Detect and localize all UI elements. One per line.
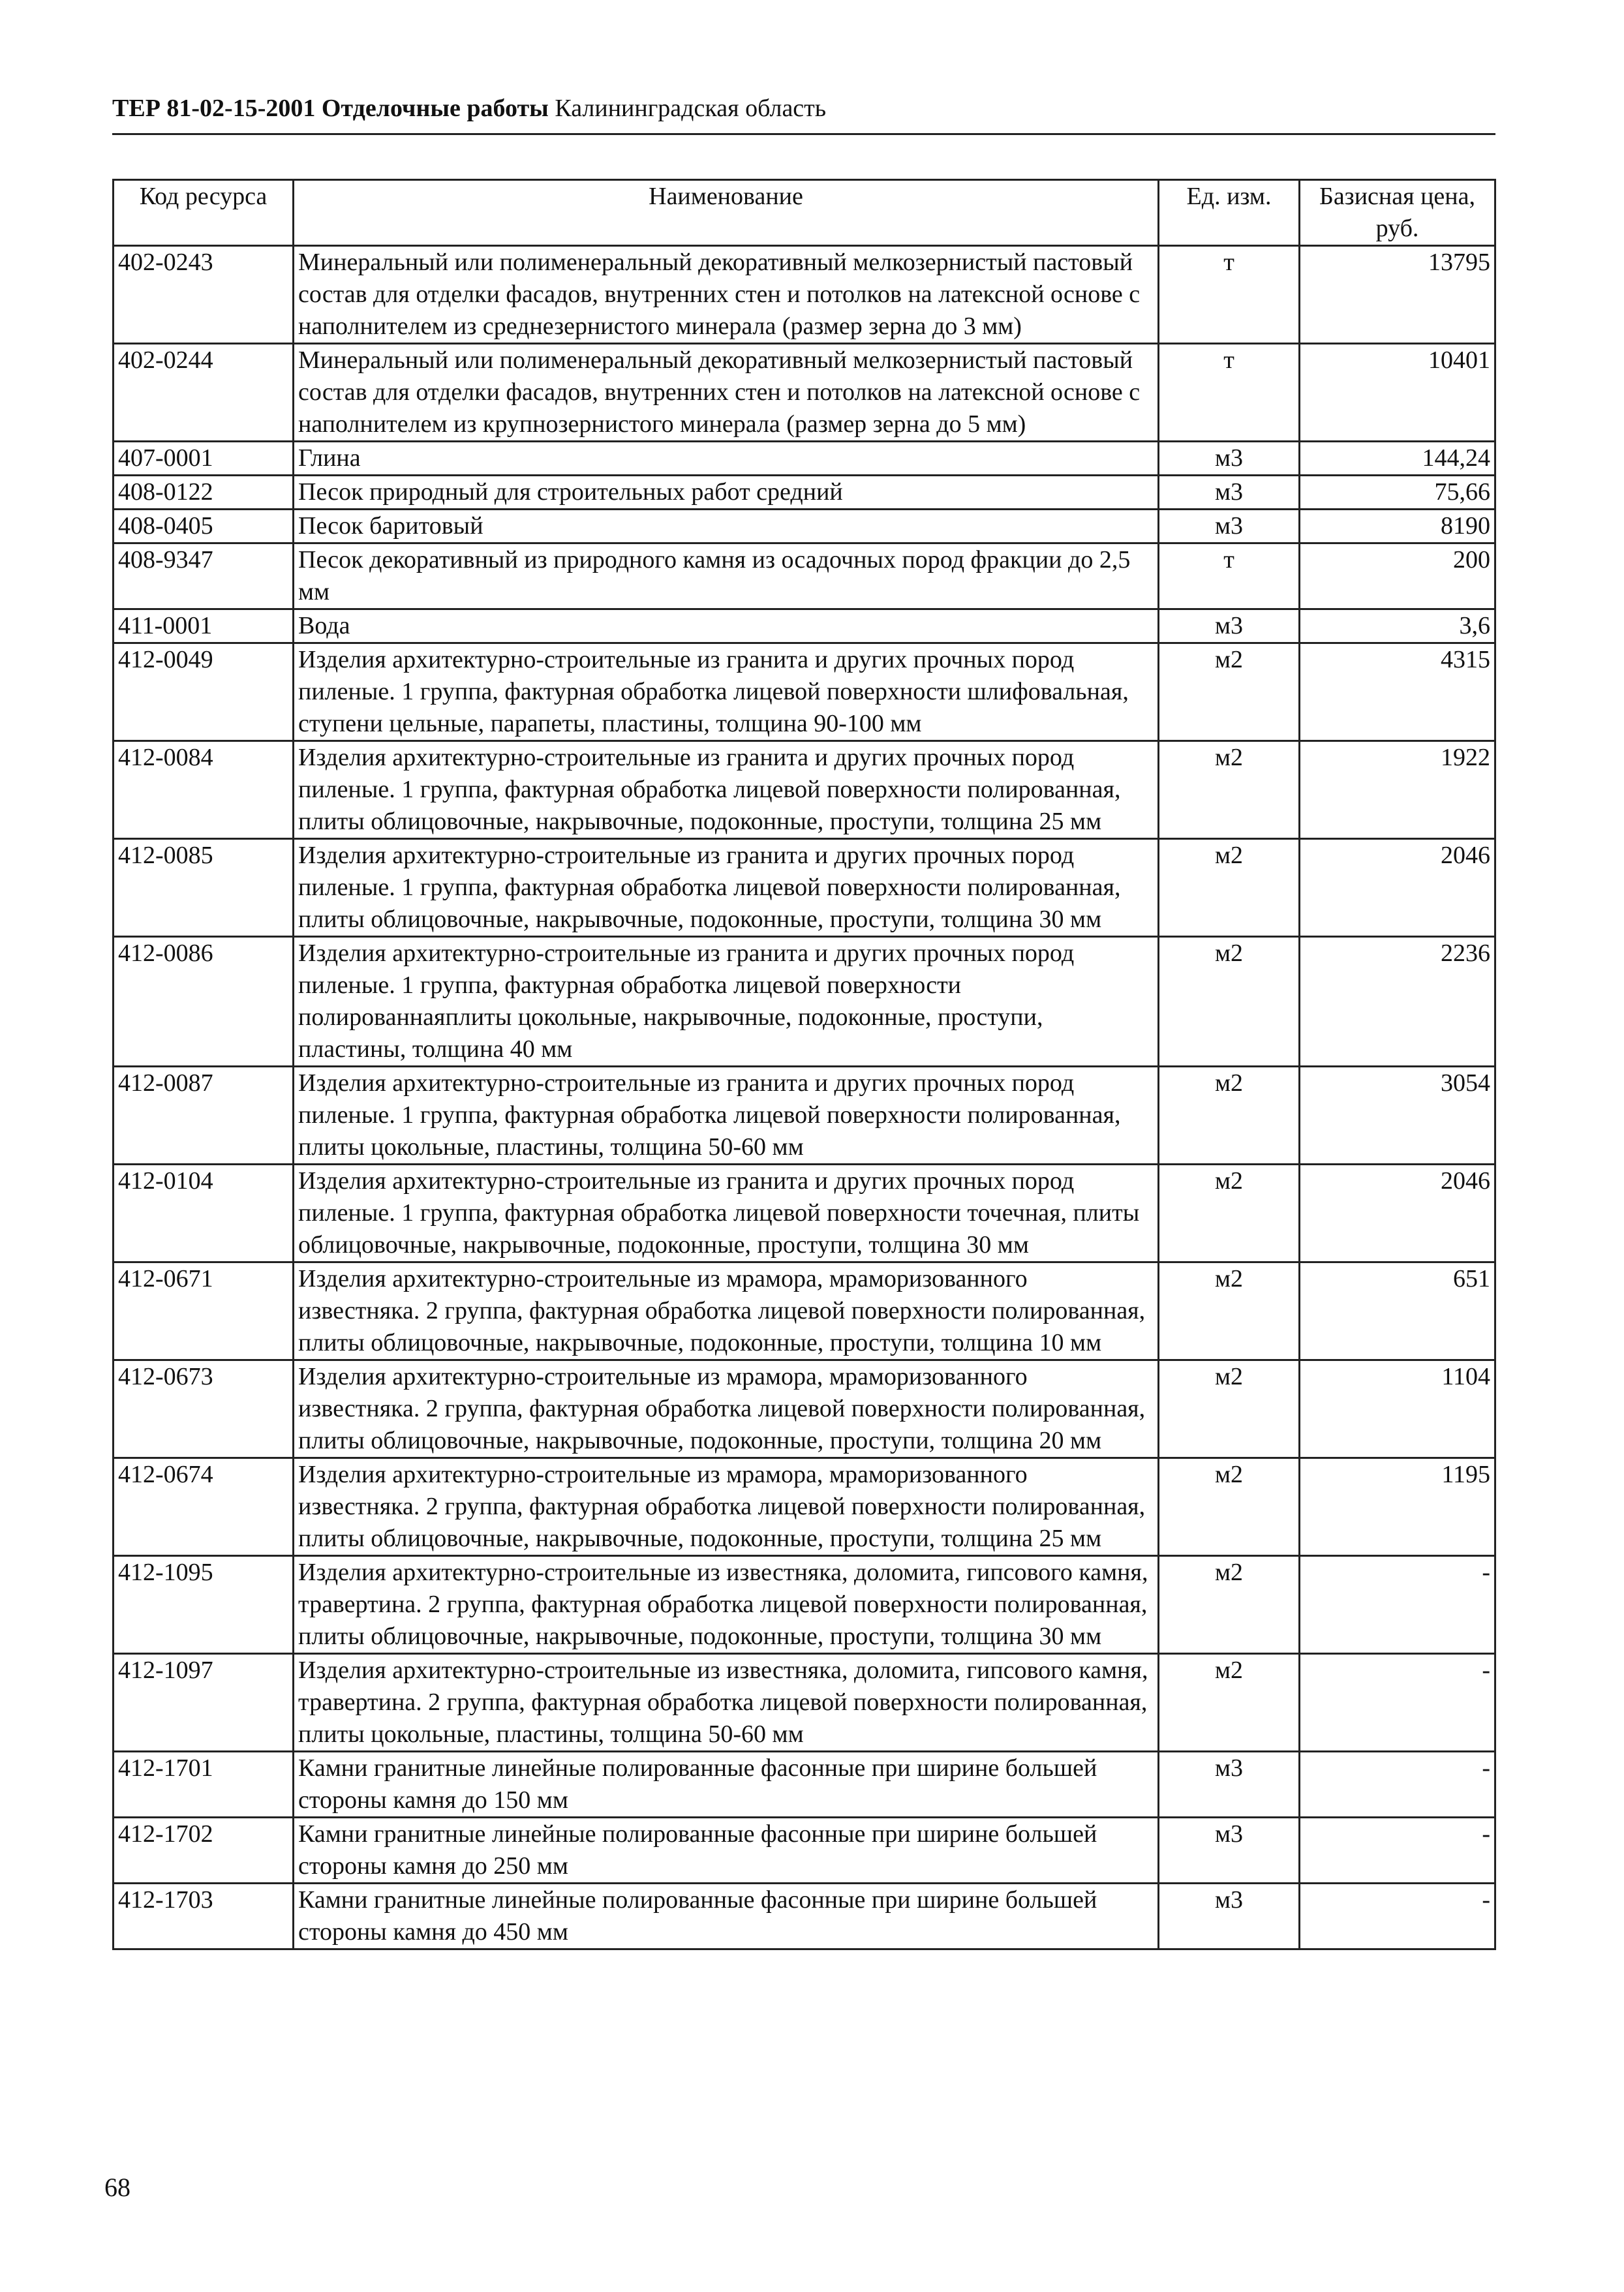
table-row <box>114 476 1495 510</box>
table-row <box>114 246 1495 344</box>
cell-price: 8190 <box>1300 510 1495 543</box>
cell-code: 412-0084 <box>114 741 294 839</box>
column-header-unit: Ед. изм. <box>1159 180 1300 246</box>
cell-unit: т <box>1159 246 1300 344</box>
table-row <box>114 643 1495 741</box>
table-row <box>114 1262 1495 1360</box>
cell-code: 412-1703 <box>114 1884 294 1949</box>
cell-name: Камни гранитные линейные полированные фасонные при ширине большей стороны камня до 250 мм <box>294 1818 1159 1884</box>
cell-price: 2236 <box>1300 937 1495 1067</box>
cell-name: Изделия архитектурно-строительные из гранита и других прочных пород пиленые. 1 группа, фактурная обработка лицевой поверхности шлифовальная, ступени цельные, парапеты, пластины, толщина 90-100 мм <box>294 643 1159 741</box>
cell-unit: м2 <box>1159 1067 1300 1165</box>
cell-name: Минеральный или полименеральный декоративный мелкозернистый пастовый состав для отделки фасадов, внутренних стен и потолков на латексной основе с наполнителем из среднезернистого минерала (размер зерна до 3 мм) <box>294 246 1159 344</box>
cell-unit: м2 <box>1159 839 1300 937</box>
table-row <box>114 510 1495 543</box>
cell-unit: т <box>1159 344 1300 442</box>
cell-unit: м2 <box>1159 1360 1300 1458</box>
table-row <box>114 839 1495 937</box>
cell-unit: м2 <box>1159 1556 1300 1654</box>
cell-code: 412-1095 <box>114 1556 294 1654</box>
cell-price: 200 <box>1300 543 1495 609</box>
cell-unit: м2 <box>1159 741 1300 839</box>
column-header-price: Базисная цена, руб. <box>1300 180 1495 246</box>
cell-price: 4315 <box>1300 643 1495 741</box>
cell-code: 412-1702 <box>114 1818 294 1884</box>
cell-unit: м3 <box>1159 442 1300 476</box>
cell-code: 408-0405 <box>114 510 294 543</box>
cell-name: Глина <box>294 442 1159 476</box>
column-header-name: Наименование <box>294 180 1159 246</box>
cell-code: 412-1097 <box>114 1654 294 1752</box>
cell-name: Песок природный для строительных работ средний <box>294 476 1159 510</box>
cell-price: 3054 <box>1300 1067 1495 1165</box>
cell-price: - <box>1300 1752 1495 1818</box>
table-row <box>114 1752 1495 1818</box>
table-body <box>114 246 1495 1949</box>
cell-price: 1195 <box>1300 1458 1495 1556</box>
cell-price: 1104 <box>1300 1360 1495 1458</box>
cell-code: 412-0673 <box>114 1360 294 1458</box>
cell-unit: м3 <box>1159 1884 1300 1949</box>
header-rule <box>112 133 1495 135</box>
cell-code: 408-9347 <box>114 543 294 609</box>
cell-price: 3,6 <box>1300 609 1495 643</box>
cell-unit: м2 <box>1159 1458 1300 1556</box>
cell-name: Изделия архитектурно-строительные из известняка, доломита, гипсового камня, травертина. 2 группа, фактурная обработка лицевой поверхности полированная, плиты облицовочные, накрывочные, подоконные, проступи, толщина 30 мм <box>294 1556 1159 1654</box>
cell-name: Изделия архитектурно-строительные из гранита и других прочных пород пиленые. 1 группа, фактурная обработка лицевой поверхности полированная, плиты облицовочные, накрывочные, подоконные, проступи, толщина 25 мм <box>294 741 1159 839</box>
cell-price: 144,24 <box>1300 442 1495 476</box>
cell-price: 2046 <box>1300 1165 1495 1262</box>
column-header-code: Код ресурса <box>114 180 294 246</box>
cell-price: 75,66 <box>1300 476 1495 510</box>
table-header-row <box>114 180 1495 246</box>
cell-price: - <box>1300 1818 1495 1884</box>
table-row <box>114 1556 1495 1654</box>
cell-name: Песок декоративный из природного камня из осадочных пород фракции до 2,5 мм <box>294 543 1159 609</box>
cell-price: 13795 <box>1300 246 1495 344</box>
cell-price: 651 <box>1300 1262 1495 1360</box>
cell-code: 412-0104 <box>114 1165 294 1262</box>
cell-unit: м3 <box>1159 1752 1300 1818</box>
table-row <box>114 1818 1495 1884</box>
cell-name: Изделия архитектурно-строительные из гранита и других прочных пород пиленые. 1 группа, фактурная обработка лицевой поверхности полированнаяплиты цокольные, накрывочные, подоконные, проступи, пластины, толщина 40 мм <box>294 937 1159 1067</box>
cell-unit: м3 <box>1159 1818 1300 1884</box>
table-row <box>114 1360 1495 1458</box>
cell-code: 412-0087 <box>114 1067 294 1165</box>
cell-name: Изделия архитектурно-строительные из известняка, доломита, гипсового камня, травертина. 2 группа, фактурная обработка лицевой поверхности полированная, плиты цокольные, пластины, толщина 50-60 мм <box>294 1654 1159 1752</box>
cell-price: - <box>1300 1556 1495 1654</box>
table-row <box>114 442 1495 476</box>
cell-unit: м2 <box>1159 937 1300 1067</box>
cell-code: 412-0086 <box>114 937 294 1067</box>
cell-unit: м2 <box>1159 1654 1300 1752</box>
cell-unit: м3 <box>1159 476 1300 510</box>
cell-unit: т <box>1159 543 1300 609</box>
cell-code: 407-0001 <box>114 442 294 476</box>
cell-price: 1922 <box>1300 741 1495 839</box>
cell-code: 412-0674 <box>114 1458 294 1556</box>
cell-code: 402-0243 <box>114 246 294 344</box>
cell-name: Камни гранитные линейные полированные фасонные при ширине большей стороны камня до 450 мм <box>294 1884 1159 1949</box>
cell-name: Изделия архитектурно-строительные из гранита и других прочных пород пиленые. 1 группа, фактурная обработка лицевой поверхности полированная, плиты цокольные, пластины, толщина 50-60 мм <box>294 1067 1159 1165</box>
table-row <box>114 543 1495 609</box>
page-number: 68 <box>104 2173 130 2202</box>
cell-unit: м3 <box>1159 609 1300 643</box>
cell-code: 412-0671 <box>114 1262 294 1360</box>
cell-name: Изделия архитектурно-строительные из гранита и других прочных пород пиленые. 1 группа, фактурная обработка лицевой поверхности полированная, плиты облицовочные, накрывочные, подоконные, проступи, толщина 30 мм <box>294 839 1159 937</box>
cell-price: - <box>1300 1654 1495 1752</box>
cell-unit: м2 <box>1159 643 1300 741</box>
cell-unit: м3 <box>1159 510 1300 543</box>
cell-code: 412-0085 <box>114 839 294 937</box>
cell-name: Изделия архитектурно-строительные из мрамора, мраморизованного известняка. 2 группа, фактурная обработка лицевой поверхности полированная, плиты облицовочные, накрывочные, подоконные, проступи, толщина 10 мм <box>294 1262 1159 1360</box>
cell-price: 2046 <box>1300 839 1495 937</box>
cell-code: 412-1701 <box>114 1752 294 1818</box>
cell-name: Изделия архитектурно-строительные из мрамора, мраморизованного известняка. 2 группа, фактурная обработка лицевой поверхности полированная, плиты облицовочные, накрывочные, подоконные, проступи, толщина 25 мм <box>294 1458 1159 1556</box>
cell-name: Изделия архитектурно-строительные из мрамора, мраморизованного известняка. 2 группа, фактурная обработка лицевой поверхности полированная, плиты облицовочные, накрывочные, подоконные, проступи, толщина 20 мм <box>294 1360 1159 1458</box>
cell-price: - <box>1300 1884 1495 1949</box>
table-row <box>114 1884 1495 1949</box>
table-row <box>114 1067 1495 1165</box>
cell-code: 402-0244 <box>114 344 294 442</box>
cell-name: Изделия архитектурно-строительные из гранита и других прочных пород пиленые. 1 группа, фактурная обработка лицевой поверхности точечная, плиты облицовочные, накрывочные, подоконные, проступи, толщина 30 мм <box>294 1165 1159 1262</box>
cell-code: 411-0001 <box>114 609 294 643</box>
header-section: Отделочные работы <box>321 95 549 122</box>
table-row <box>114 1458 1495 1556</box>
table-row <box>114 937 1495 1067</box>
cell-name: Камни гранитные линейные полированные фасонные при ширине большей стороны камня до 150 мм <box>294 1752 1159 1818</box>
cell-code: 412-0049 <box>114 643 294 741</box>
resource-price-table <box>112 179 1496 1950</box>
cell-code: 408-0122 <box>114 476 294 510</box>
cell-price: 10401 <box>1300 344 1495 442</box>
cell-unit: м2 <box>1159 1165 1300 1262</box>
running-header <box>112 92 1495 125</box>
cell-unit: м2 <box>1159 1262 1300 1360</box>
cell-name: Вода <box>294 609 1159 643</box>
table-row <box>114 609 1495 643</box>
cell-name: Песок баритовый <box>294 510 1159 543</box>
table-row <box>114 344 1495 442</box>
table-row <box>114 741 1495 839</box>
header-region: Калининградская область <box>555 95 827 122</box>
table-row <box>114 1165 1495 1262</box>
header-doc-code: ТЕР 81-02-15-2001 <box>112 95 316 122</box>
table-row <box>114 1654 1495 1752</box>
cell-name: Минеральный или полименеральный декоративный мелкозернистый пастовый состав для отделки фасадов, внутренних стен и потолков на латексной основе с наполнителем из крупнозернистого минерала (размер зерна до 5 мм) <box>294 344 1159 442</box>
